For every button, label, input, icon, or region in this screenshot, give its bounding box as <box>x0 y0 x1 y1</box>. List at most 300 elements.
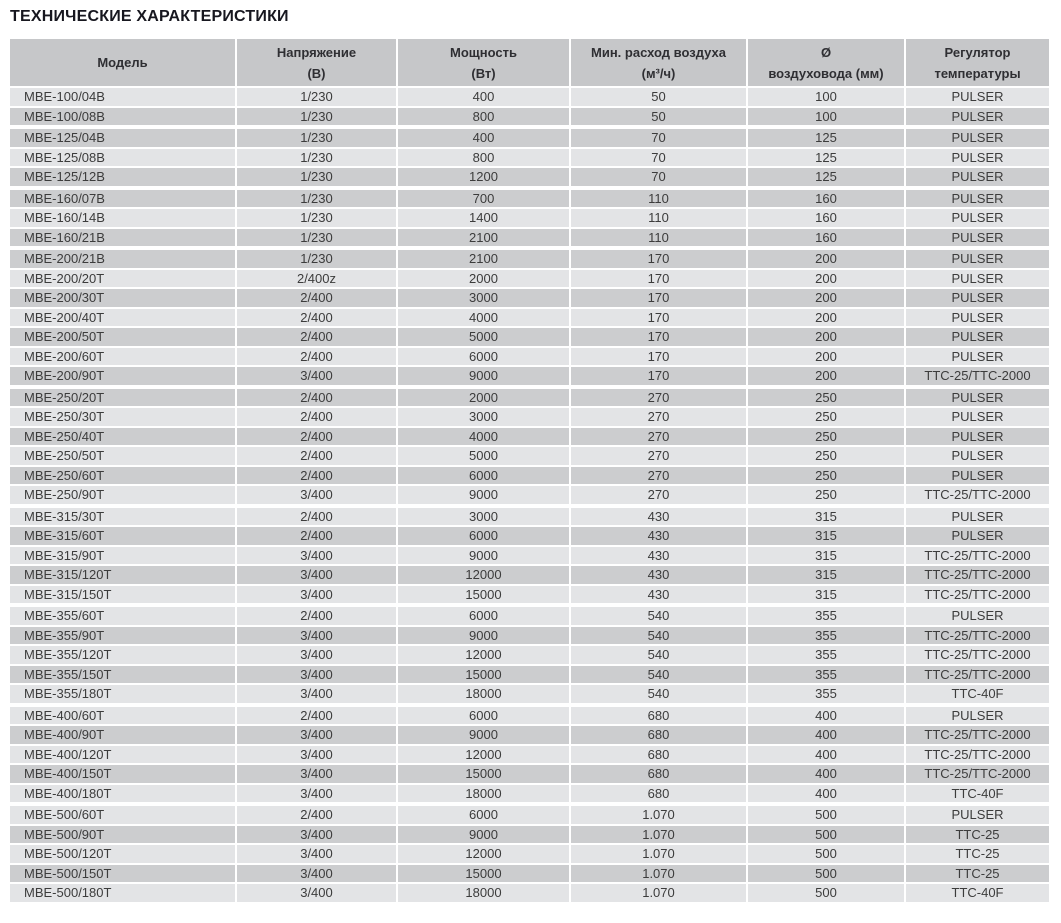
cell-temp-regulator: PULSER <box>906 527 1049 545</box>
model-group <box>10 250 1049 385</box>
cell-power: 1200 <box>398 168 569 186</box>
header-cell-duct-diameter: Ø воздуховода (мм) <box>748 39 904 86</box>
cell-duct-diameter: 200 <box>748 270 904 288</box>
cell-duct-diameter: 100 <box>748 88 904 106</box>
cell-voltage: 1/230 <box>237 168 396 186</box>
cell-power: 2100 <box>398 229 569 247</box>
cell-duct-diameter: 160 <box>748 190 904 208</box>
cell-temp-regulator: PULSER <box>906 348 1049 366</box>
cell-temp-regulator: PULSER <box>906 447 1049 465</box>
cell-airflow: 540 <box>571 627 746 645</box>
cell-airflow: 430 <box>571 586 746 604</box>
cell-voltage: 1/230 <box>237 229 396 247</box>
cell-temp-regulator: TTC-25/TTC-2000 <box>906 367 1049 385</box>
cell-duct-diameter: 125 <box>748 149 904 167</box>
cell-duct-diameter: 315 <box>748 547 904 565</box>
cell-power: 800 <box>398 108 569 126</box>
table-row <box>10 467 1049 485</box>
cell-temp-regulator: PULSER <box>906 190 1049 208</box>
cell-duct-diameter: 160 <box>748 229 904 247</box>
cell-model: MBE-125/12B <box>10 168 235 186</box>
cell-voltage: 2/400 <box>237 328 396 346</box>
cell-voltage: 3/400 <box>237 845 396 863</box>
cell-temp-regulator: PULSER <box>906 108 1049 126</box>
cell-duct-diameter: 160 <box>748 209 904 227</box>
cell-power: 18000 <box>398 785 569 803</box>
cell-model: MBE-100/08B <box>10 108 235 126</box>
cell-model: MBE-355/90T <box>10 627 235 645</box>
model-group <box>10 190 1049 247</box>
cell-temp-regulator: TTC-25/TTC-2000 <box>906 547 1049 565</box>
cell-model: MBE-400/150T <box>10 765 235 783</box>
table-row <box>10 646 1049 664</box>
model-group <box>10 129 1049 186</box>
cell-voltage: 3/400 <box>237 627 396 645</box>
cell-voltage: 3/400 <box>237 785 396 803</box>
table-row <box>10 108 1049 126</box>
table-row <box>10 547 1049 565</box>
table-row <box>10 586 1049 604</box>
cell-model: MBE-125/04B <box>10 129 235 147</box>
cell-power: 9000 <box>398 486 569 504</box>
cell-power: 6000 <box>398 806 569 824</box>
table-row <box>10 129 1049 147</box>
cell-airflow: 170 <box>571 250 746 268</box>
table-row <box>10 806 1049 824</box>
table-row <box>10 685 1049 703</box>
cell-airflow: 430 <box>571 508 746 526</box>
cell-model: MBE-500/180T <box>10 884 235 902</box>
cell-voltage: 2/400 <box>237 289 396 307</box>
cell-airflow: 270 <box>571 486 746 504</box>
cell-voltage: 2/400 <box>237 527 396 545</box>
cell-temp-regulator: PULSER <box>906 168 1049 186</box>
cell-airflow: 540 <box>571 685 746 703</box>
cell-duct-diameter: 200 <box>748 309 904 327</box>
cell-model: MBE-125/08B <box>10 149 235 167</box>
model-group <box>10 806 1049 902</box>
cell-temp-regulator: TTC-25/TTC-2000 <box>906 646 1049 664</box>
cell-voltage: 3/400 <box>237 367 396 385</box>
cell-model: MBE-250/50T <box>10 447 235 465</box>
table-row <box>10 428 1049 446</box>
cell-airflow: 540 <box>571 607 746 625</box>
table-row <box>10 348 1049 366</box>
cell-voltage: 3/400 <box>237 586 396 604</box>
cell-temp-regulator: TTC-25 <box>906 845 1049 863</box>
cell-model: MBE-200/50T <box>10 328 235 346</box>
cell-model: MBE-500/150T <box>10 865 235 883</box>
cell-model: MBE-200/20T <box>10 270 235 288</box>
cell-power: 6000 <box>398 707 569 725</box>
cell-model: MBE-200/40T <box>10 309 235 327</box>
cell-voltage: 2/400 <box>237 467 396 485</box>
cell-airflow: 110 <box>571 229 746 247</box>
cell-airflow: 170 <box>571 367 746 385</box>
cell-model: MBE-400/90T <box>10 726 235 744</box>
cell-power: 15000 <box>398 666 569 684</box>
cell-duct-diameter: 315 <box>748 527 904 545</box>
cell-airflow: 170 <box>571 328 746 346</box>
table-row <box>10 566 1049 584</box>
cell-duct-diameter: 400 <box>748 765 904 783</box>
header-cell-voltage: Напряжение (В) <box>237 39 396 86</box>
cell-voltage: 2/400 <box>237 389 396 407</box>
cell-temp-regulator: TTC-25/TTC-2000 <box>906 726 1049 744</box>
cell-power: 18000 <box>398 685 569 703</box>
cell-duct-diameter: 200 <box>748 367 904 385</box>
table-row <box>10 785 1049 803</box>
cell-airflow: 1.070 <box>571 845 746 863</box>
cell-voltage: 1/230 <box>237 209 396 227</box>
cell-model: MBE-160/07B <box>10 190 235 208</box>
header-cell-temp-regulator: Регулятор температуры <box>906 39 1049 86</box>
cell-power: 12000 <box>398 845 569 863</box>
cell-model: MBE-500/90T <box>10 826 235 844</box>
cell-model: MBE-400/180T <box>10 785 235 803</box>
cell-airflow: 110 <box>571 190 746 208</box>
cell-airflow: 1.070 <box>571 826 746 844</box>
table-row <box>10 328 1049 346</box>
cell-model: MBE-250/30T <box>10 408 235 426</box>
cell-voltage: 2/400 <box>237 508 396 526</box>
table-row <box>10 607 1049 625</box>
cell-temp-regulator: PULSER <box>906 88 1049 106</box>
cell-voltage: 3/400 <box>237 685 396 703</box>
table-row <box>10 367 1049 385</box>
cell-temp-regulator: PULSER <box>906 389 1049 407</box>
cell-voltage: 3/400 <box>237 865 396 883</box>
page-title: ТЕХНИЧЕСКИЕ ХАРАКТЕРИСТИКИ <box>10 8 289 25</box>
cell-temp-regulator: TTC-25/TTC-2000 <box>906 746 1049 764</box>
cell-power: 12000 <box>398 746 569 764</box>
cell-voltage: 2/400 <box>237 806 396 824</box>
table-row <box>10 884 1049 902</box>
cell-power: 6000 <box>398 467 569 485</box>
cell-voltage: 3/400 <box>237 765 396 783</box>
cell-voltage: 1/230 <box>237 108 396 126</box>
table-row <box>10 309 1049 327</box>
cell-model: MBE-355/120T <box>10 646 235 664</box>
cell-airflow: 430 <box>571 547 746 565</box>
cell-temp-regulator: PULSER <box>906 250 1049 268</box>
cell-airflow: 270 <box>571 467 746 485</box>
cell-model: MBE-355/60T <box>10 607 235 625</box>
cell-duct-diameter: 355 <box>748 607 904 625</box>
cell-model: MBE-500/60T <box>10 806 235 824</box>
table-row <box>10 666 1049 684</box>
cell-duct-diameter: 250 <box>748 408 904 426</box>
cell-airflow: 270 <box>571 428 746 446</box>
cell-duct-diameter: 250 <box>748 447 904 465</box>
cell-power: 15000 <box>398 586 569 604</box>
cell-voltage: 3/400 <box>237 566 396 584</box>
cell-power: 4000 <box>398 309 569 327</box>
cell-model: MBE-400/120T <box>10 746 235 764</box>
cell-voltage: 1/230 <box>237 88 396 106</box>
cell-voltage: 2/400 <box>237 447 396 465</box>
cell-voltage: 2/400z <box>237 270 396 288</box>
cell-model: MBE-200/30T <box>10 289 235 307</box>
cell-airflow: 170 <box>571 289 746 307</box>
table-row <box>10 508 1049 526</box>
cell-power: 4000 <box>398 428 569 446</box>
cell-voltage: 3/400 <box>237 726 396 744</box>
model-group <box>10 389 1049 504</box>
table-body <box>10 88 1049 902</box>
cell-temp-regulator: TTC-25/TTC-2000 <box>906 627 1049 645</box>
cell-airflow: 1.070 <box>571 884 746 902</box>
cell-airflow: 170 <box>571 270 746 288</box>
cell-temp-regulator: TTC-25/TTC-2000 <box>906 586 1049 604</box>
cell-airflow: 1.070 <box>571 806 746 824</box>
cell-model: MBE-200/90T <box>10 367 235 385</box>
table-row <box>10 527 1049 545</box>
cell-duct-diameter: 125 <box>748 129 904 147</box>
cell-airflow: 680 <box>571 707 746 725</box>
cell-airflow: 270 <box>571 447 746 465</box>
cell-duct-diameter: 500 <box>748 884 904 902</box>
cell-power: 6000 <box>398 607 569 625</box>
cell-temp-regulator: TTC-40F <box>906 785 1049 803</box>
cell-model: MBE-315/150T <box>10 586 235 604</box>
cell-voltage: 2/400 <box>237 707 396 725</box>
cell-power: 3000 <box>398 508 569 526</box>
cell-duct-diameter: 400 <box>748 726 904 744</box>
cell-model: MBE-315/60T <box>10 527 235 545</box>
cell-power: 2100 <box>398 250 569 268</box>
cell-temp-regulator: TTC-25 <box>906 826 1049 844</box>
table-row <box>10 209 1049 227</box>
cell-airflow: 70 <box>571 168 746 186</box>
table-row <box>10 726 1049 744</box>
cell-temp-regulator: TTC-25 <box>906 865 1049 883</box>
cell-airflow: 430 <box>571 566 746 584</box>
cell-temp-regulator: PULSER <box>906 508 1049 526</box>
table-row <box>10 408 1049 426</box>
cell-airflow: 680 <box>571 785 746 803</box>
cell-power: 6000 <box>398 527 569 545</box>
cell-temp-regulator: PULSER <box>906 607 1049 625</box>
cell-duct-diameter: 250 <box>748 467 904 485</box>
model-group <box>10 508 1049 604</box>
cell-airflow: 1.070 <box>571 865 746 883</box>
spec-table <box>10 39 1049 902</box>
cell-temp-regulator: TTC-25/TTC-2000 <box>906 486 1049 504</box>
cell-airflow: 50 <box>571 88 746 106</box>
cell-temp-regulator: PULSER <box>906 428 1049 446</box>
cell-duct-diameter: 200 <box>748 328 904 346</box>
table-row <box>10 229 1049 247</box>
cell-airflow: 170 <box>571 348 746 366</box>
cell-voltage: 3/400 <box>237 486 396 504</box>
cell-airflow: 680 <box>571 726 746 744</box>
cell-model: MBE-100/04B <box>10 88 235 106</box>
cell-power: 9000 <box>398 547 569 565</box>
cell-model: MBE-250/60T <box>10 467 235 485</box>
model-group <box>10 707 1049 803</box>
cell-temp-regulator: PULSER <box>906 328 1049 346</box>
cell-duct-diameter: 250 <box>748 428 904 446</box>
table-row <box>10 707 1049 725</box>
table-row <box>10 250 1049 268</box>
cell-airflow: 540 <box>571 666 746 684</box>
cell-power: 9000 <box>398 726 569 744</box>
cell-duct-diameter: 200 <box>748 250 904 268</box>
cell-model: MBE-355/150T <box>10 666 235 684</box>
cell-duct-diameter: 400 <box>748 785 904 803</box>
cell-duct-diameter: 400 <box>748 746 904 764</box>
cell-power: 3000 <box>398 289 569 307</box>
cell-airflow: 680 <box>571 746 746 764</box>
cell-model: MBE-160/21B <box>10 229 235 247</box>
cell-temp-regulator: TTC-25/TTC-2000 <box>906 566 1049 584</box>
cell-model: MBE-250/20T <box>10 389 235 407</box>
cell-airflow: 270 <box>571 389 746 407</box>
model-group <box>10 607 1049 703</box>
cell-model: MBE-200/60T <box>10 348 235 366</box>
cell-temp-regulator: PULSER <box>906 270 1049 288</box>
cell-temp-regulator: PULSER <box>906 806 1049 824</box>
cell-power: 5000 <box>398 328 569 346</box>
table-row <box>10 149 1049 167</box>
cell-model: MBE-315/30T <box>10 508 235 526</box>
cell-power: 9000 <box>398 826 569 844</box>
header-cell-model: Модель <box>10 39 235 86</box>
cell-duct-diameter: 500 <box>748 806 904 824</box>
table-row <box>10 826 1049 844</box>
cell-model: MBE-315/120T <box>10 566 235 584</box>
cell-airflow: 70 <box>571 149 746 167</box>
cell-temp-regulator: PULSER <box>906 129 1049 147</box>
cell-voltage: 2/400 <box>237 348 396 366</box>
cell-temp-regulator: TTC-40F <box>906 884 1049 902</box>
cell-power: 800 <box>398 149 569 167</box>
cell-duct-diameter: 500 <box>748 865 904 883</box>
cell-power: 12000 <box>398 566 569 584</box>
cell-temp-regulator: TTC-40F <box>906 685 1049 703</box>
cell-voltage: 2/400 <box>237 607 396 625</box>
cell-power: 2000 <box>398 389 569 407</box>
table-row <box>10 88 1049 106</box>
header-cell-airflow: Мин. расход воздуха (м³/ч) <box>571 39 746 86</box>
cell-airflow: 540 <box>571 646 746 664</box>
header-cell-power: Мощность (Вт) <box>398 39 569 86</box>
cell-duct-diameter: 355 <box>748 627 904 645</box>
table-row <box>10 270 1049 288</box>
cell-airflow: 110 <box>571 209 746 227</box>
cell-voltage: 3/400 <box>237 646 396 664</box>
cell-duct-diameter: 200 <box>748 289 904 307</box>
cell-temp-regulator: PULSER <box>906 467 1049 485</box>
cell-duct-diameter: 250 <box>748 389 904 407</box>
cell-voltage: 3/400 <box>237 746 396 764</box>
table-row <box>10 746 1049 764</box>
cell-temp-regulator: TTC-25/TTC-2000 <box>906 666 1049 684</box>
cell-duct-diameter: 400 <box>748 707 904 725</box>
table-row <box>10 168 1049 186</box>
cell-airflow: 70 <box>571 129 746 147</box>
table-row <box>10 627 1049 645</box>
cell-temp-regulator: PULSER <box>906 149 1049 167</box>
table-row <box>10 289 1049 307</box>
cell-voltage: 1/230 <box>237 250 396 268</box>
cell-temp-regulator: PULSER <box>906 707 1049 725</box>
table-row <box>10 190 1049 208</box>
table-row <box>10 389 1049 407</box>
cell-model: MBE-400/60T <box>10 707 235 725</box>
cell-duct-diameter: 315 <box>748 508 904 526</box>
cell-duct-diameter: 250 <box>748 486 904 504</box>
cell-voltage: 3/400 <box>237 826 396 844</box>
cell-airflow: 430 <box>571 527 746 545</box>
table-row <box>10 486 1049 504</box>
cell-model: MBE-250/40T <box>10 428 235 446</box>
table-row <box>10 447 1049 465</box>
table-header <box>10 39 1049 86</box>
cell-power: 3000 <box>398 408 569 426</box>
cell-power: 18000 <box>398 884 569 902</box>
cell-voltage: 2/400 <box>237 408 396 426</box>
cell-temp-regulator: PULSER <box>906 408 1049 426</box>
cell-voltage: 3/400 <box>237 547 396 565</box>
cell-model: MBE-315/90T <box>10 547 235 565</box>
cell-duct-diameter: 100 <box>748 108 904 126</box>
cell-airflow: 680 <box>571 765 746 783</box>
cell-model: MBE-160/14B <box>10 209 235 227</box>
cell-duct-diameter: 315 <box>748 586 904 604</box>
cell-duct-diameter: 500 <box>748 845 904 863</box>
cell-airflow: 50 <box>571 108 746 126</box>
cell-power: 9000 <box>398 627 569 645</box>
cell-power: 12000 <box>398 646 569 664</box>
cell-duct-diameter: 355 <box>748 685 904 703</box>
cell-voltage: 3/400 <box>237 884 396 902</box>
cell-power: 1400 <box>398 209 569 227</box>
cell-power: 2000 <box>398 270 569 288</box>
table-row <box>10 865 1049 883</box>
cell-voltage: 1/230 <box>237 129 396 147</box>
cell-power: 400 <box>398 88 569 106</box>
table-row <box>10 845 1049 863</box>
cell-power: 9000 <box>398 367 569 385</box>
table-row <box>10 765 1049 783</box>
cell-model: MBE-250/90T <box>10 486 235 504</box>
model-group <box>10 88 1049 125</box>
cell-temp-regulator: PULSER <box>906 309 1049 327</box>
cell-temp-regulator: PULSER <box>906 209 1049 227</box>
cell-power: 15000 <box>398 865 569 883</box>
cell-airflow: 270 <box>571 408 746 426</box>
cell-duct-diameter: 355 <box>748 646 904 664</box>
cell-power: 6000 <box>398 348 569 366</box>
cell-duct-diameter: 125 <box>748 168 904 186</box>
cell-airflow: 170 <box>571 309 746 327</box>
cell-duct-diameter: 355 <box>748 666 904 684</box>
cell-model: MBE-500/120T <box>10 845 235 863</box>
cell-power: 700 <box>398 190 569 208</box>
cell-voltage: 2/400 <box>237 428 396 446</box>
cell-voltage: 3/400 <box>237 666 396 684</box>
cell-voltage: 2/400 <box>237 309 396 327</box>
cell-temp-regulator: PULSER <box>906 229 1049 247</box>
cell-model: MBE-200/21B <box>10 250 235 268</box>
cell-power: 15000 <box>398 765 569 783</box>
cell-duct-diameter: 315 <box>748 566 904 584</box>
cell-temp-regulator: PULSER <box>906 289 1049 307</box>
cell-power: 400 <box>398 129 569 147</box>
cell-duct-diameter: 200 <box>748 348 904 366</box>
